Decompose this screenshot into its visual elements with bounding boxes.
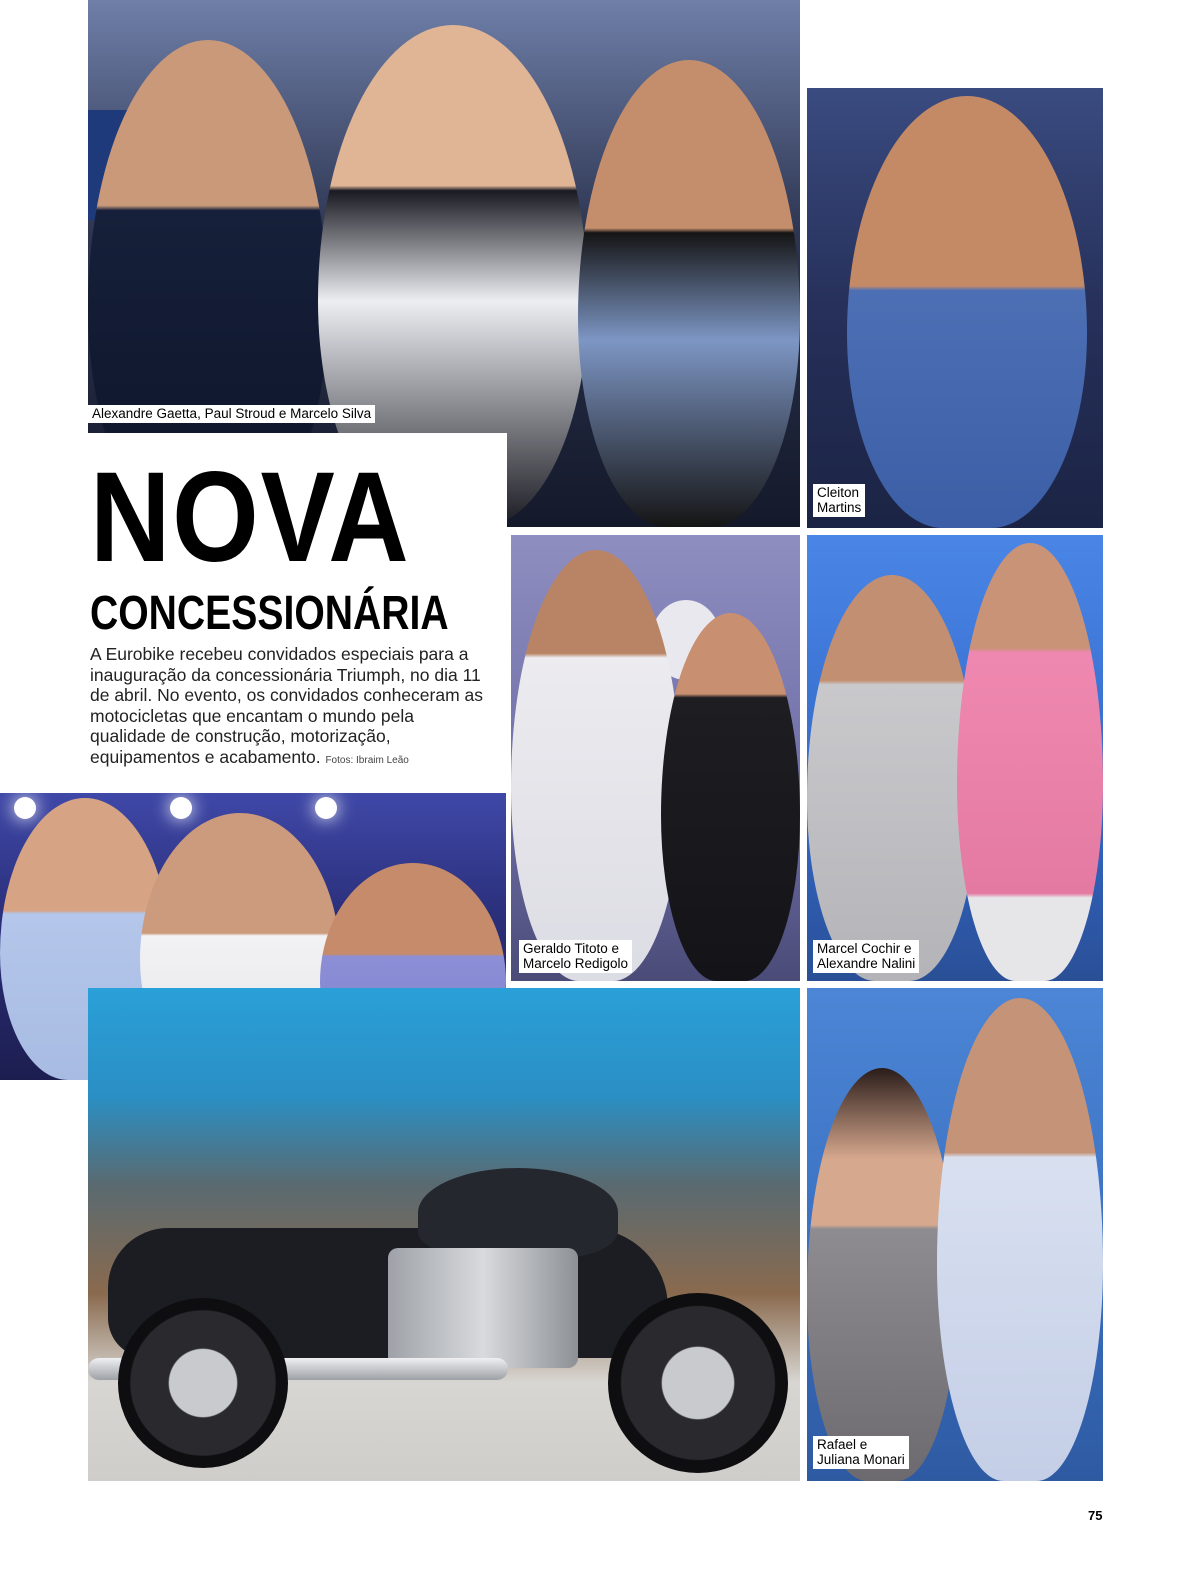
ceiling-light <box>170 797 192 819</box>
person-right <box>578 60 800 527</box>
photo-caption-1: Alexandre Gaetta, Paul Stroud e Marcelo Silva <box>88 405 375 423</box>
photo-cleiton <box>807 88 1103 528</box>
rear-wheel <box>118 1298 288 1468</box>
intro-text: A Eurobike recebeu convidados especiais para a inauguração da concessionária Triumph, no dia 11 de abril. No evento, os convidados conheceram as motocicletas que encantam o mundo pela qualidade de construção, motorização, equipamentos e acabamento. <box>90 644 484 767</box>
photo-credit: Fotos: Ibraim Leão <box>325 754 409 766</box>
ceiling-light <box>14 797 36 819</box>
person-right <box>937 998 1103 1481</box>
person-right <box>957 543 1103 981</box>
photo-rafael-juliana <box>807 988 1103 1481</box>
person-left <box>807 575 977 981</box>
motorcycle-engine <box>388 1248 578 1368</box>
page-number: 75 <box>1088 1508 1103 1523</box>
headline-subtitle: CONCESSIONÁRIA <box>90 587 449 640</box>
photo-caption-4: Marcel Cochir e Alexandre Nalini <box>813 940 919 973</box>
headline: NOVA <box>90 446 411 589</box>
person-left <box>807 1068 957 1481</box>
front-wheel <box>608 1293 788 1473</box>
intro-paragraph <box>90 644 490 771</box>
photo-geraldo-marcelo <box>511 535 800 981</box>
person-right <box>661 613 800 981</box>
photo-caption-3: Geraldo Titoto e Marcelo Redigolo <box>519 940 632 973</box>
motorcycle-tank <box>418 1168 618 1258</box>
photo-caption-7: Rafael e Juliana Monari <box>813 1436 909 1469</box>
photo-caption-2: Cleiton Martins <box>813 484 865 517</box>
person-left <box>511 550 681 981</box>
ceiling-light <box>315 797 337 819</box>
photo-motorcycle <box>88 988 800 1481</box>
photo-marcel-alexandre <box>807 535 1103 981</box>
person-portrait <box>847 96 1087 528</box>
